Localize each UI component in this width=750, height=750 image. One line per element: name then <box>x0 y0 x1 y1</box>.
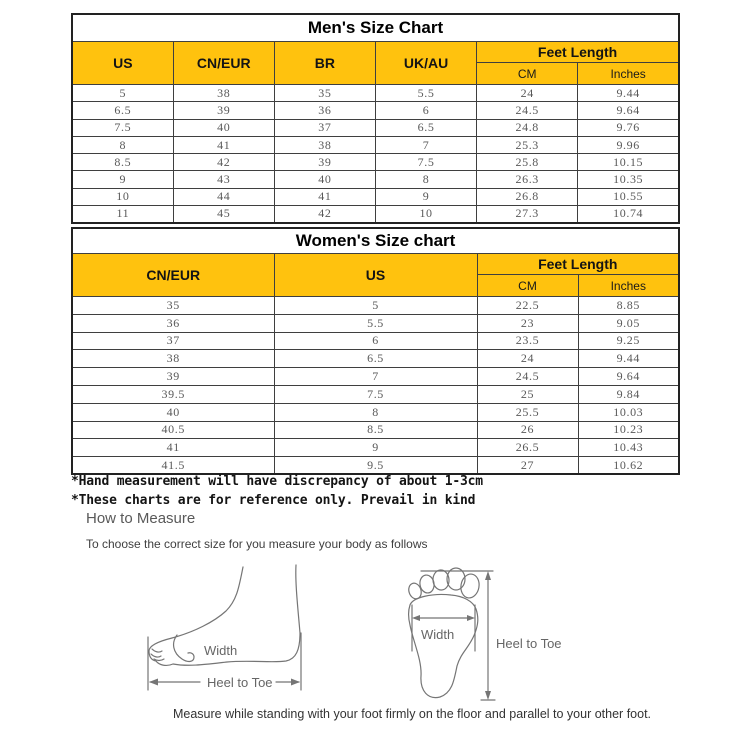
size-cell: 9.25 <box>578 332 679 350</box>
arrow-left-icon <box>149 679 158 686</box>
size-cell: 39 <box>72 368 274 386</box>
size-cell: 6.5 <box>375 119 476 136</box>
size-cell: 24 <box>477 350 578 368</box>
size-cell: 5.5 <box>375 85 476 102</box>
size-cell: 6 <box>274 332 477 350</box>
size-cell: 6.5 <box>72 102 173 119</box>
size-cell: 9.44 <box>578 350 679 368</box>
footprint-outline <box>409 594 478 697</box>
size-cell: 11 <box>72 206 173 223</box>
size-cell: 9.64 <box>578 368 679 386</box>
size-cell: 6.5 <box>274 350 477 368</box>
size-cell: 23.5 <box>477 332 578 350</box>
size-cell: 5 <box>72 85 173 102</box>
size-cell: 10.23 <box>578 421 679 439</box>
size-cell: 8 <box>274 403 477 421</box>
arrow-left-icon <box>412 615 420 621</box>
side-view-width-label: Width <box>204 643 238 658</box>
size-cell: 7 <box>375 136 476 153</box>
size-cell: 8.5 <box>72 154 173 171</box>
size-cell: 10.15 <box>578 154 679 171</box>
womens-header-row <box>72 254 679 275</box>
size-cell: 7.5 <box>72 119 173 136</box>
size-cell: 26.5 <box>477 439 578 457</box>
size-cell: 36 <box>72 314 274 332</box>
size-cell: 8.5 <box>274 421 477 439</box>
size-cell: 6 <box>375 102 476 119</box>
size-cell: 10 <box>72 188 173 205</box>
size-cell: 37 <box>72 332 274 350</box>
womens-title-row <box>72 228 679 254</box>
womens-size-table <box>71 227 680 475</box>
size-cell: 38 <box>72 350 274 368</box>
size-cell: 35 <box>274 85 375 102</box>
toe-crease <box>152 649 162 652</box>
size-cell: 9.76 <box>578 119 679 136</box>
size-cell: 5 <box>274 297 477 315</box>
size-cell: 7.5 <box>375 154 476 171</box>
size-cell: 24.5 <box>477 102 578 119</box>
table-row <box>72 457 679 475</box>
size-cell: 9.84 <box>578 385 679 403</box>
size-cell: 40 <box>173 119 274 136</box>
size-cell: 7.5 <box>274 385 477 403</box>
size-cell: 26 <box>477 421 578 439</box>
size-cell: 36 <box>274 102 375 119</box>
col-header-cm: CM <box>477 275 578 297</box>
side-view-length-label: Heel to Toe <box>207 675 273 690</box>
size-cell: 39.5 <box>72 385 274 403</box>
size-cell: 10.03 <box>578 403 679 421</box>
size-cell: 38 <box>274 136 375 153</box>
width-girth-line <box>174 635 194 661</box>
note-reference-only: *These charts are for reference only. Prevail in kind <box>71 492 476 508</box>
table-row <box>72 85 679 102</box>
arrow-right-icon <box>467 615 475 621</box>
size-cell: 25.8 <box>477 154 578 171</box>
size-cell: 9.64 <box>578 102 679 119</box>
size-cell: 37 <box>274 119 375 136</box>
size-cell: 8 <box>375 171 476 188</box>
col-header-uk-au: UK/AU <box>375 42 476 85</box>
size-cell: 5.5 <box>274 314 477 332</box>
size-cell: 39 <box>173 102 274 119</box>
size-cell: 8.85 <box>578 297 679 315</box>
table-row <box>72 385 679 403</box>
size-cell: 24.8 <box>477 119 578 136</box>
col-header-br: BR <box>274 42 375 85</box>
size-cell: 41 <box>173 136 274 153</box>
size-cell: 41 <box>274 188 375 205</box>
size-cell: 40 <box>274 171 375 188</box>
size-cell: 42 <box>274 206 375 223</box>
womens-chart-title: Women's Size chart <box>72 228 679 254</box>
size-cell: 10.62 <box>578 457 679 475</box>
table-row <box>72 439 679 457</box>
table-row <box>72 314 679 332</box>
table-row <box>72 119 679 136</box>
mens-chart-title: Men's Size Chart <box>72 14 679 42</box>
size-cell: 10.43 <box>578 439 679 457</box>
measure-instruction-footer: Measure while standing with your foot firmly on the floor and parallel to your other foot. <box>172 707 652 721</box>
size-cell: 41.5 <box>72 457 274 475</box>
table-row <box>72 403 679 421</box>
size-cell: 45 <box>173 206 274 223</box>
womens-table-body <box>72 297 679 475</box>
col-header-cn-eur: CN/EUR <box>72 254 274 297</box>
col-header-feet-length: Feet Length <box>477 42 679 63</box>
size-cell: 26.3 <box>477 171 578 188</box>
how-to-measure-subtitle: To choose the correct size for you measure your body as follows <box>86 537 428 551</box>
col-header-us: US <box>72 42 173 85</box>
footprint-top-view-diagram <box>393 563 565 705</box>
size-cell: 10 <box>375 206 476 223</box>
size-cell: 9.5 <box>274 457 477 475</box>
table-row <box>72 421 679 439</box>
col-header-feet-length: Feet Length <box>477 254 679 275</box>
size-cell: 40.5 <box>72 421 274 439</box>
size-cell: 10.74 <box>578 206 679 223</box>
arrow-right-icon <box>291 679 300 686</box>
size-cell: 26.8 <box>477 188 578 205</box>
table-row <box>72 206 679 223</box>
table-row <box>72 332 679 350</box>
size-cell: 10.55 <box>578 188 679 205</box>
size-cell: 38 <box>173 85 274 102</box>
toe-crease <box>151 654 161 657</box>
notes-block <box>71 473 483 510</box>
mens-size-table <box>71 13 680 224</box>
size-cell: 27 <box>477 457 578 475</box>
table-row <box>72 154 679 171</box>
arrow-down-icon <box>485 691 491 700</box>
mens-table-body <box>72 85 679 223</box>
size-cell: 9 <box>274 439 477 457</box>
size-cell: 42 <box>173 154 274 171</box>
size-cell: 35 <box>72 297 274 315</box>
size-cell: 24.5 <box>477 368 578 386</box>
top-view-width-label: Width <box>421 627 455 642</box>
size-cell: 8 <box>72 136 173 153</box>
table-row <box>72 188 679 205</box>
table-row <box>72 297 679 315</box>
size-cell: 39 <box>274 154 375 171</box>
size-cell: 44 <box>173 188 274 205</box>
size-cell: 9 <box>72 171 173 188</box>
size-cell: 41 <box>72 439 274 457</box>
size-cell: 9.44 <box>578 85 679 102</box>
table-row <box>72 171 679 188</box>
col-header-cn-eur: CN/EUR <box>173 42 274 85</box>
size-cell: 9.96 <box>578 136 679 153</box>
size-cell: 25 <box>477 385 578 403</box>
size-cell: 25.5 <box>477 403 578 421</box>
col-header-inches: Inches <box>578 275 679 297</box>
arrow-up-icon <box>485 571 491 580</box>
size-cell: 25.3 <box>477 136 578 153</box>
mens-title-row <box>72 14 679 42</box>
table-row <box>72 102 679 119</box>
foot-side-view-diagram <box>138 563 320 700</box>
size-cell: 9.05 <box>578 314 679 332</box>
size-cell: 10.35 <box>578 171 679 188</box>
size-cell: 40 <box>72 403 274 421</box>
size-cell: 9 <box>375 188 476 205</box>
table-row <box>72 136 679 153</box>
col-header-inches: Inches <box>578 63 679 85</box>
table-row <box>72 350 679 368</box>
size-cell: 27.3 <box>477 206 578 223</box>
mens-header-row <box>72 42 679 63</box>
size-cell: 24 <box>477 85 578 102</box>
col-header-cm: CM <box>477 63 578 85</box>
size-cell: 22.5 <box>477 297 578 315</box>
top-view-length-label: Heel to Toe <box>496 636 562 651</box>
col-header-us: US <box>274 254 477 297</box>
size-cell: 43 <box>173 171 274 188</box>
toe-crease <box>154 659 164 661</box>
table-row <box>72 368 679 386</box>
note-hand-measurement: *Hand measurement will have discrepancy of about 1-3cm <box>71 474 483 489</box>
how-to-measure-heading: How to Measure <box>86 510 196 527</box>
size-cell: 23 <box>477 314 578 332</box>
size-cell: 7 <box>274 368 477 386</box>
